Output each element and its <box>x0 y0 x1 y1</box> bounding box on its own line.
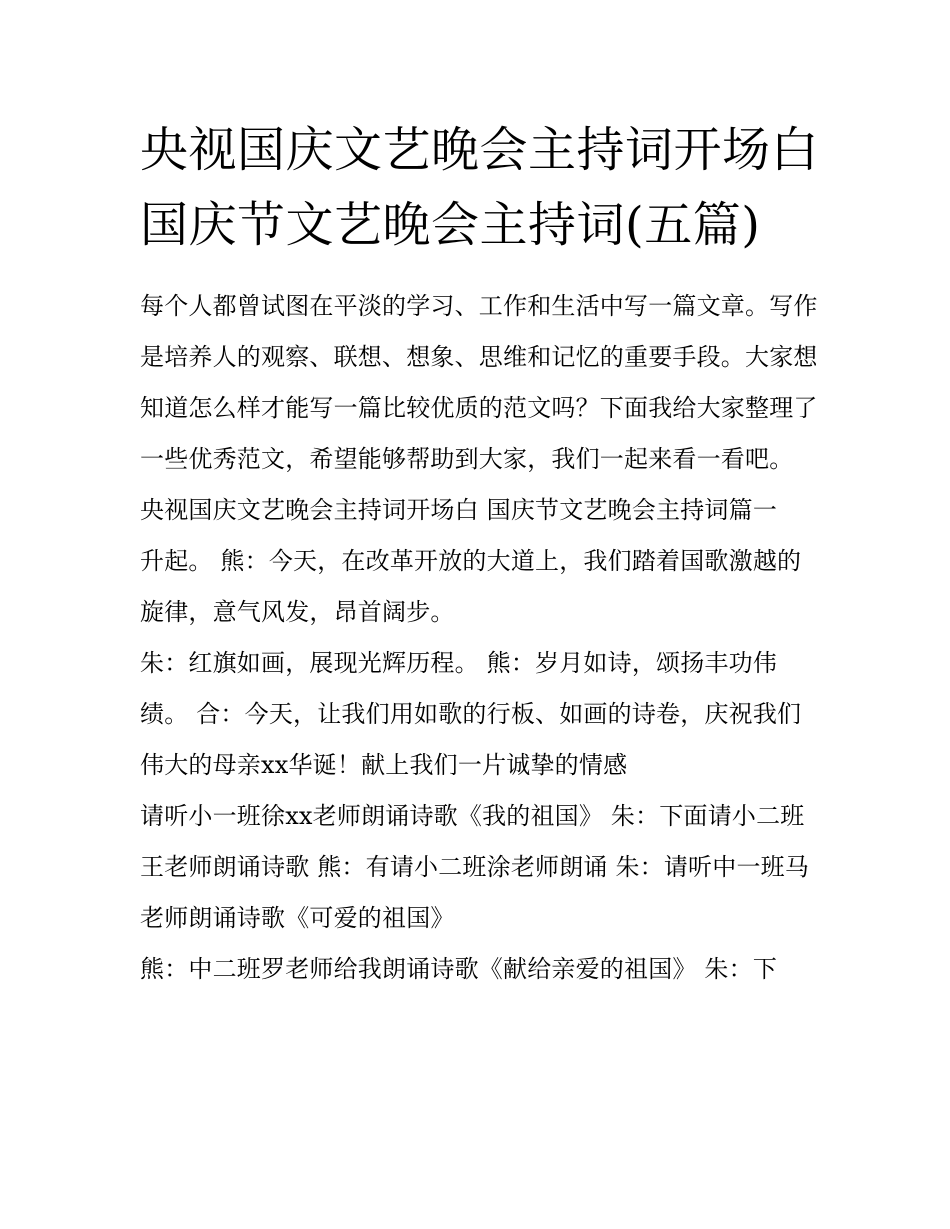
paragraph-dialogue-2: 请听小一班徐xx老师朗诵诗歌《我的祖国》 朱：下面请小二班王老师朗诵诗歌 熊：有请小二班涂老师朗诵 朱：请听中一班马老师朗诵诗歌《可爱的祖国》 <box>140 802 810 932</box>
document-page <box>140 113 820 995</box>
paragraph-dialogue-3: 熊：中二班罗老师给我朗诵诗歌《献给亲爱的祖国》 朱：下 <box>140 955 778 983</box>
paragraph-dialogue-1: 朱：红旗如画，展现光辉历程。 熊：岁月如诗，颂扬丰功伟绩。 合：今天，让我们用如歌的行板、如画的诗卷，庆祝我们伟大的母亲xx华诞！献上我们一片诚挚的情感 <box>140 649 802 779</box>
paragraph-section-heading: 央视国庆文艺晚会主持词开场白 国庆节文艺晚会主持词篇一 <box>140 496 778 524</box>
document-title: 央视国庆文艺晚会主持词开场白 国庆节文艺晚会主持词(五篇) <box>140 122 820 253</box>
paragraph-intro: 每个人都曾试图在平淡的学习、工作和生活中写一篇文章。写作是培养人的观察、联想、想象、思维和记忆的重要手段。大家想知道怎么样才能写一篇比较优质的范文吗？下面我给大家整理了一些优秀范文，希望能够帮助到大家，我们一起来看一看吧。 <box>140 292 818 473</box>
paragraph-opening: 升起。 熊：今天，在改革开放的大道上，我们踏着国歌激越的旋律，意气风发，昂首阔步。 <box>140 547 802 626</box>
